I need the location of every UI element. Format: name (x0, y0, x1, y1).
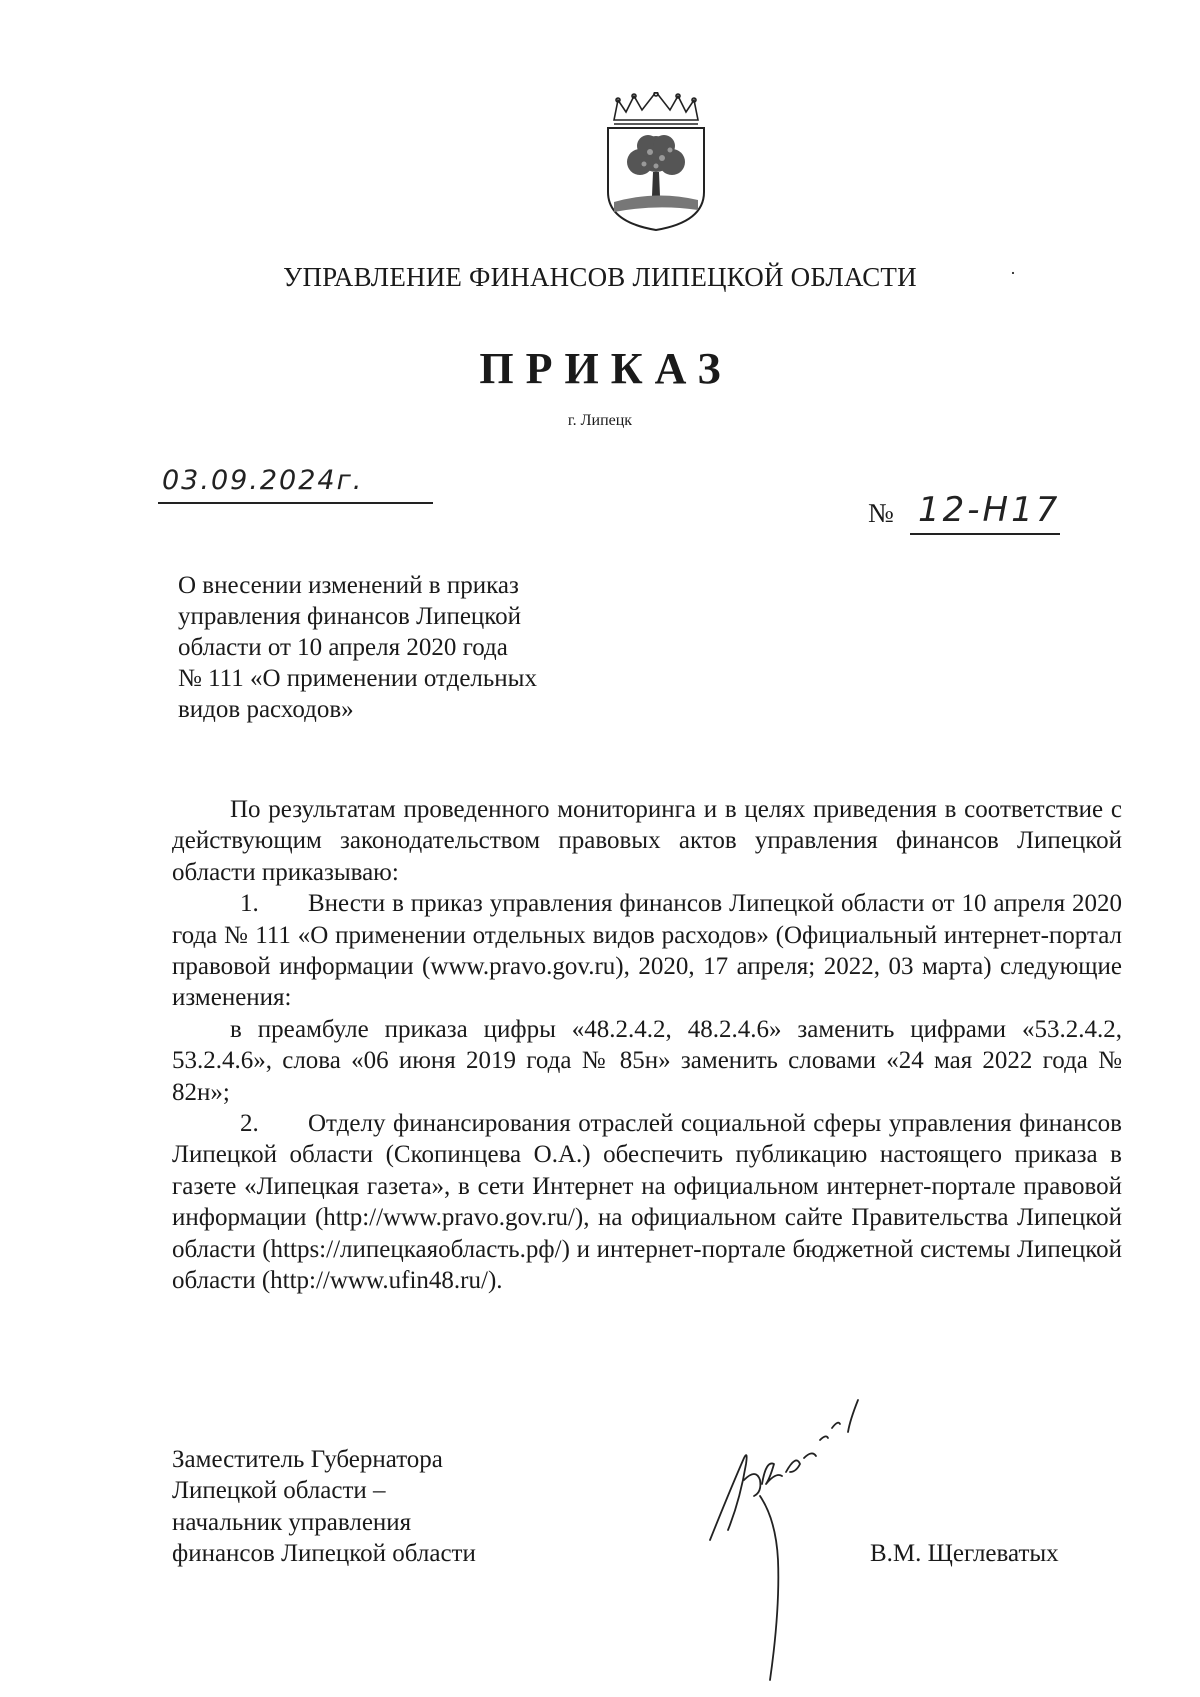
item-2-text: Отделу финансирования отраслей социальной сферы управления финансов Липецкой области (Скопинцева О.А.) обеспечить публикацию настоящего приказа в газете «Липецкая газета», в сети Интернет на официальном интернет-портале правовой информации (http://www.pravo.gov.ru/), на официальном сайте Правительства Липецкой области (https://липецкаяобласть.рф/) и интернет-портале бюджетной системы Липецкой области (http://www.ufin48.ru/). (172, 1110, 1122, 1295)
item-2-number: 2. (240, 1110, 259, 1138)
subject-line: № 111 «О применении отдельных (178, 665, 537, 692)
document-date: 03.09.2024г. (162, 465, 364, 496)
signer-position-line: финансов Липецкой области (172, 1540, 476, 1568)
item-2-paragraph (172, 1108, 1122, 1296)
item-1-change-paragraph: в преамбуле приказа цифры «48.2.4.2, 48.2.4.6» заменить цифрами «53.2.4.2, 53.2.4.6», слова «06 июня 2019 года № 85н» заменить словами «24 мая 2022 года № 82н»; (172, 1015, 1122, 1106)
signer-position-line: начальник управления (172, 1508, 412, 1536)
item-1-text: Внести в приказ управления финансов Липецкой области от 10 апреля 2020 года № 111 «О применении отдельных видов расходов» (Официальный интернет-портал правовой информации (www.pravo.gov.ru), 2020, 17 апреля; 2022, 03 марта) следующие изменения: (172, 890, 1122, 1012)
signer-position (172, 1444, 476, 1570)
subject-line: О внесении изменений в приказ (178, 572, 519, 599)
subject-line: видов расходов» (178, 696, 354, 723)
organization-title: УПРАВЛЕНИЕ ФИНАНСОВ ЛИПЕЦКОЙ ОБЛАСТИ (283, 262, 917, 292)
city-label: г. Липецк (567, 412, 633, 429)
signer-name: В.М. Щеглеватых (870, 1540, 1059, 1567)
coat-of-arms-emblem (600, 92, 712, 232)
signer-position-line: Заместитель Губернатора (172, 1446, 443, 1473)
document-number: 12-Н17 (918, 490, 1061, 530)
document-body (172, 794, 1122, 1297)
signer-position-line: Липецкой области – (172, 1477, 386, 1505)
document-page: УПРАВЛЕНИЕ ФИНАНСОВ ЛИПЕЦКОЙ ОБЛАСТИ · ПРИКАЗ г. Липецк 03.09.2024г. № 12-Н17 О внесении изменений в приказ управления финансов Липецкой области от 10 апреля 2020 года № 111 «О применении отдельных видов расходов» По результатам проведенного мониторинга и в целях приведения в соответствие с действующим законодательством правовых актов управления финансов Липецкой области приказываю: 1. Внести в приказ управления финансов Липецкой области от 10 апреля 2020 года № 111 «О применении отдельных видов расходов» (Официальный интернет-портал правовой информации (www.pravo.gov.ru), 2020, 17 апреля; 2022, 03 марта) следующие изменения: в преамбуле приказа цифры «48.2.4.2, 48.2.4.6» заменить цифрами «53.2.4.2, 53.2.4.6», слова «06 июня 2019 года № 85н» заменить словами «24 мая 2022 года № 82н»; 2. Отделу финансирования отраслей социальной сферы управления финансов Липецкой области (Скопинцева О.А.) обеспечить публикацию настоящего приказа в газете «Липецкая газета», в сети Интернет на официальном интернет-портале правовой информации (http://www.pravo.gov.ru/), на официальном сайте Правительства Липецкой области (https://липецкаяобласть.рф/) и интернет-портале бюджетной системы Липецкой области (http://www.ufin48.ru/). Заместитель Губернатора Липецкой области – начальник управления финансов Липецкой области В.М. Щеглеватых (0, 0, 1200, 1697)
item-1-paragraph (172, 888, 1122, 1014)
handwritten-signature (700, 1380, 940, 1690)
intro-paragraph: По результатам проведенного мониторинга и в целях приведения в соответствие с действующим законодательством правовых актов управления финансов Липецкой области приказываю: (172, 796, 1122, 886)
subject-line: управления финансов Липецкой (178, 603, 522, 630)
date-underline (158, 502, 433, 504)
document-subject (178, 570, 618, 725)
subject-line: области от 10 апреля 2020 года (178, 634, 508, 661)
item-1-number: 1. (240, 890, 259, 918)
number-underline (910, 533, 1060, 535)
number-sign: № (868, 498, 894, 528)
document-type-heading: ПРИКАЗ (479, 344, 733, 393)
